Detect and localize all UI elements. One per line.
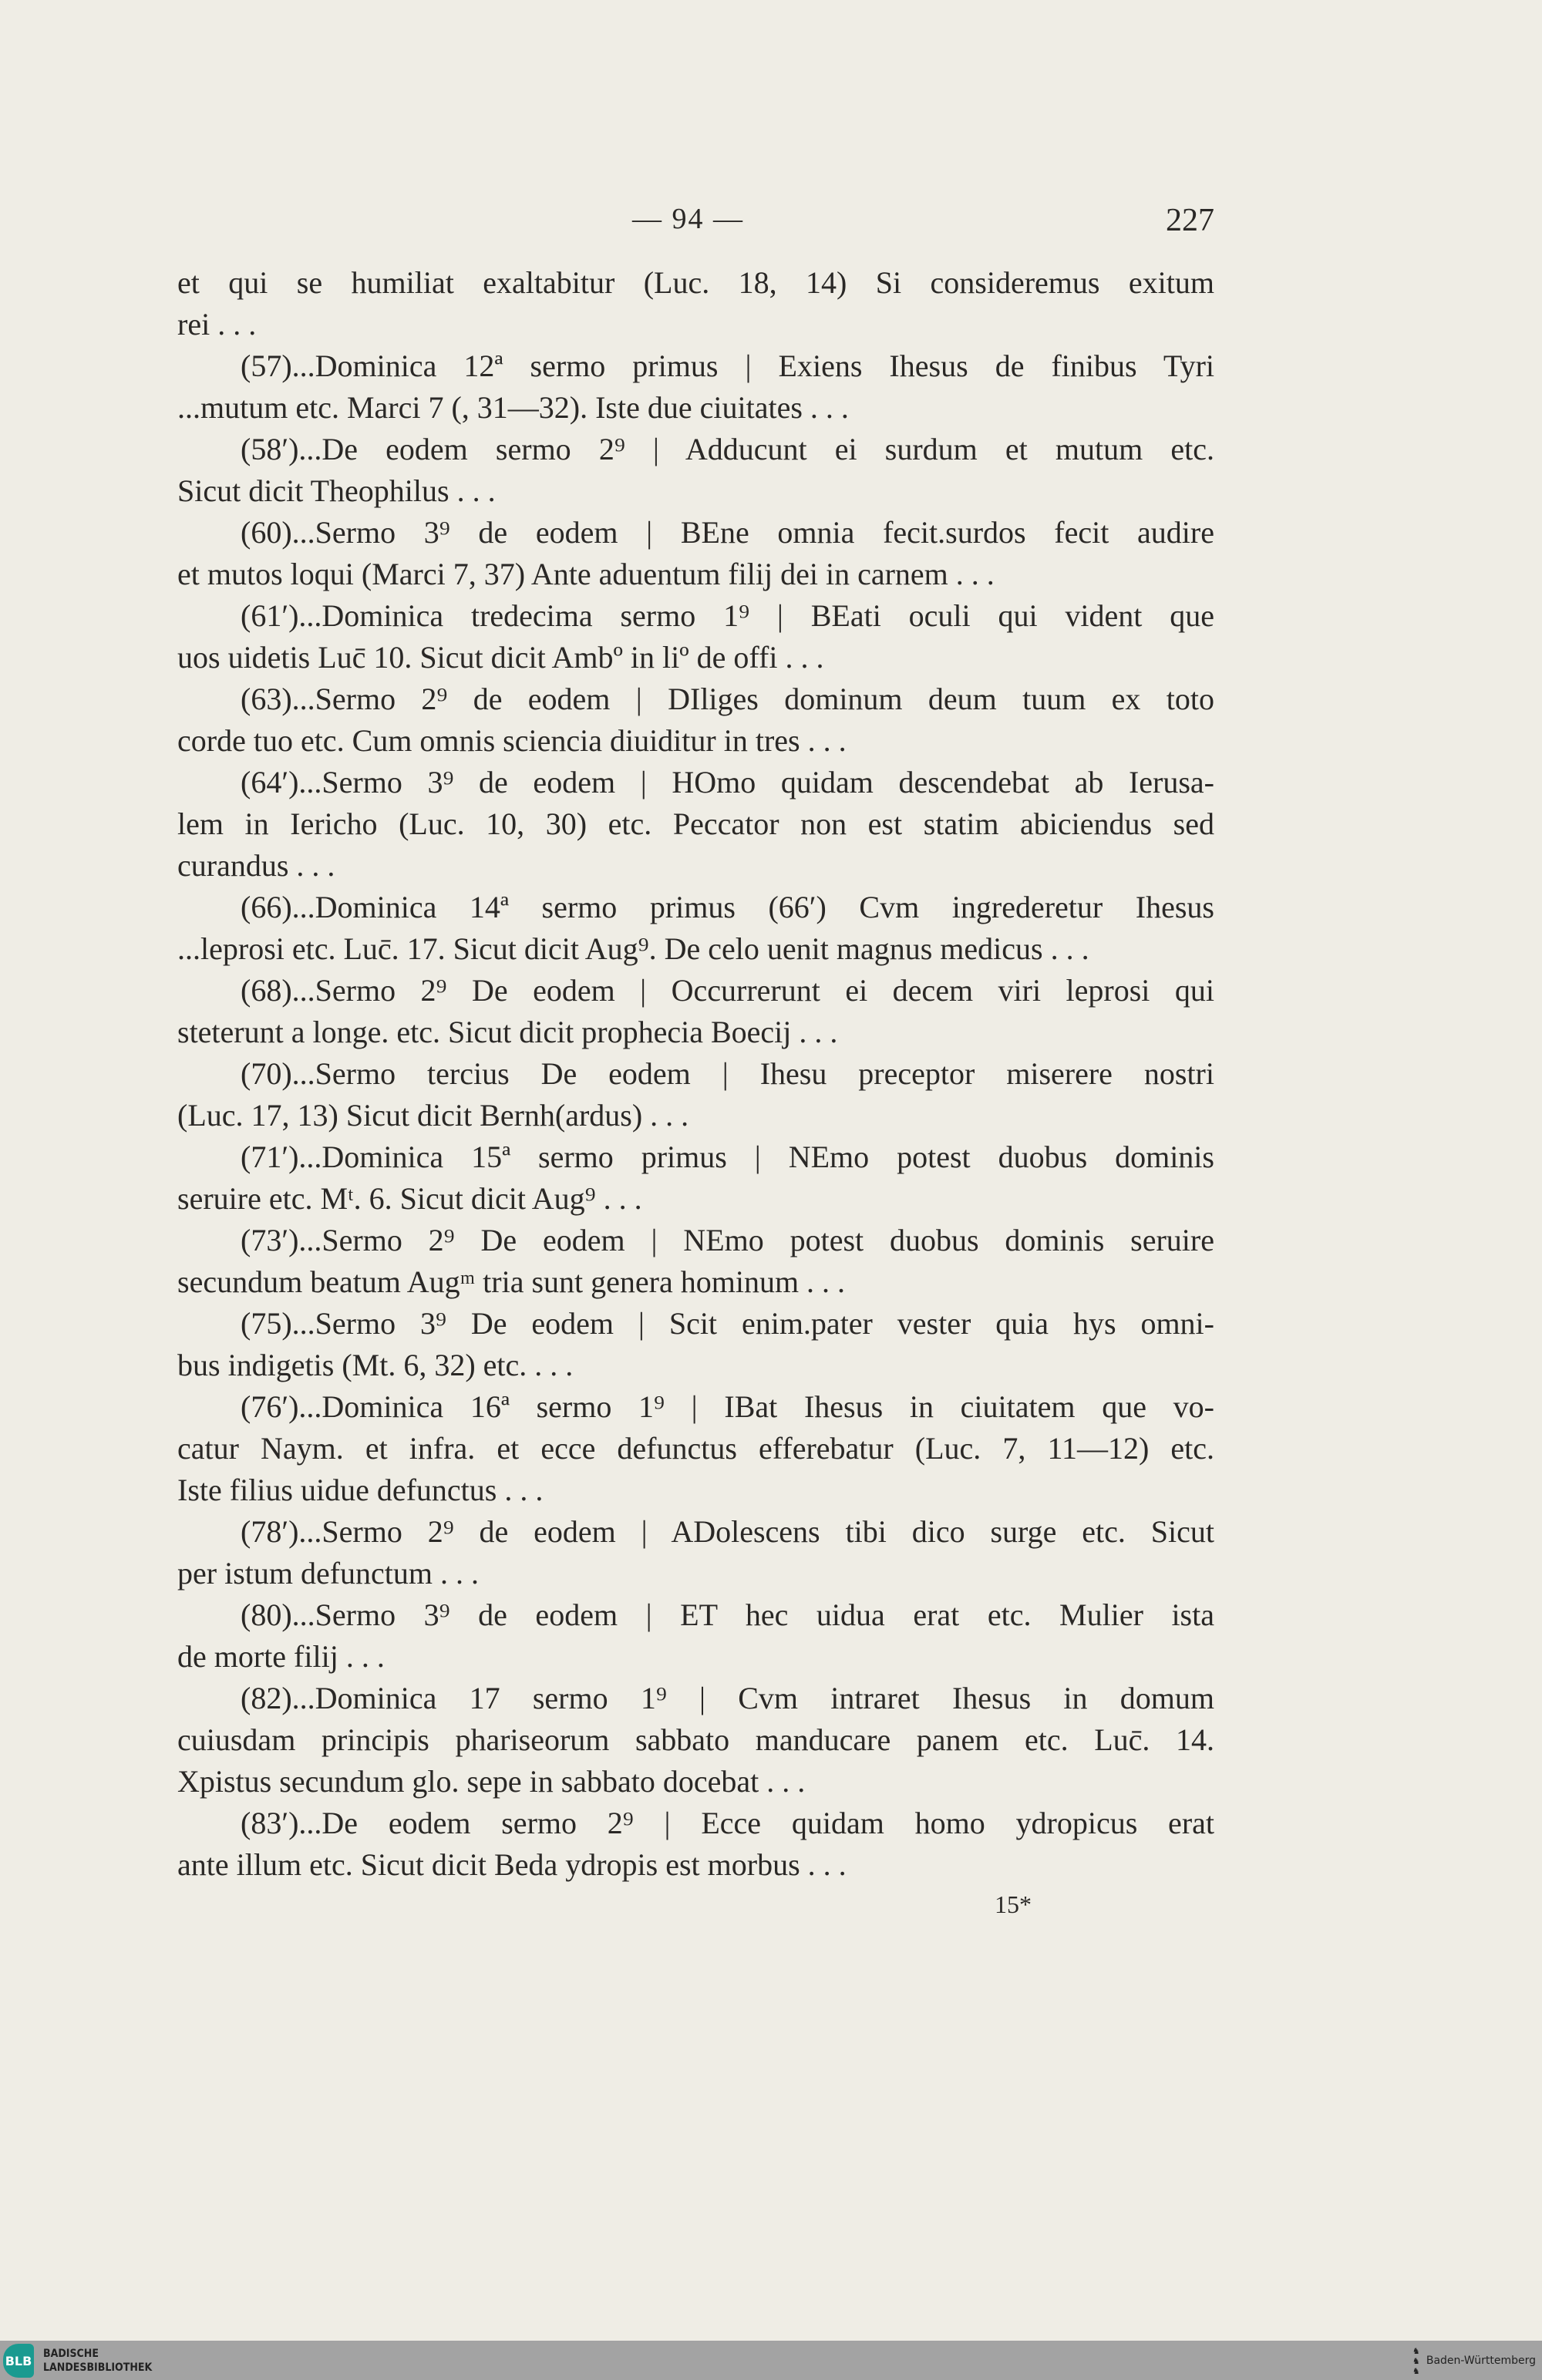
text-line: et qui se humiliat exaltabitur (Luc. 18, 14) Si consideremus exitum	[177, 265, 1214, 300]
paragraph	[177, 887, 1214, 970]
paragraph	[177, 1136, 1214, 1220]
text-line: (61′)...Dominica tredecima sermo 1⁹ | BEati oculi qui vident que	[241, 598, 1214, 633]
text-line: lem in Iericho (Luc. 10, 30) etc. Peccator non est statim abiciendus sed	[177, 806, 1214, 841]
paragraph	[177, 1678, 1214, 1803]
paragraph	[177, 262, 1214, 345]
text-line: uos uidetis Luc̄ 10. Sicut dicit Ambº in liº de offi . . .	[177, 640, 824, 675]
paragraph	[177, 1594, 1214, 1678]
text-line: (58′)...De eodem sermo 2⁹ | Adducunt ei surdum et mutum etc.	[241, 432, 1214, 466]
text-line: ante illum etc. Sicut dicit Beda ydropis est morbus . . .	[177, 1847, 847, 1882]
text-line: (68)...Sermo 2⁹ De eodem | Occurrerunt ei decem viri leprosi qui	[241, 973, 1214, 1008]
text-line: seruire etc. Mᵗ. 6. Sicut dicit Aug⁹ . . .	[177, 1181, 642, 1216]
paragraph	[177, 1386, 1214, 1511]
paragraph	[177, 1220, 1214, 1303]
paragraph	[177, 678, 1214, 762]
paragraph	[177, 1053, 1214, 1136]
paragraph	[177, 970, 1214, 1053]
text-line: de morte filij . . .	[177, 1639, 385, 1674]
text-line: (Luc. 17, 13) Sicut dicit Bernh(ardus) . . .	[177, 1098, 689, 1133]
text-line: ...mutum etc. Marci 7 (, 31—32). Iste due ciuitates . . .	[177, 390, 849, 425]
text-line: catur Naym. et infra. et ecce defunctus efferebatur (Luc. 7, 11—12) etc.	[177, 1431, 1214, 1466]
text-line: (76′)...Dominica 16ª sermo 1⁹ | IBat Ihesus in ciuitatem que vo-	[241, 1389, 1214, 1424]
text-line: (64′)...Sermo 3⁹ de eodem | HOmo quidam descendebat ab Ierusa-	[241, 765, 1214, 800]
text-line: (70)...Sermo tercius De eodem | Ihesu preceptor miserere nostri	[241, 1056, 1214, 1091]
paragraph	[177, 595, 1214, 678]
text-line: (57)...Dominica 12ª sermo primus | Exiens Ihesus de finibus Tyri	[241, 348, 1214, 383]
paragraph	[177, 345, 1214, 429]
inner-page-number: — 94 —	[632, 203, 744, 235]
text-line: (66)...Dominica 14ª sermo primus (66′) Cvm ingrederetur Ihesus	[241, 890, 1214, 924]
text-line: ...leprosi etc. Luc̄. 17. Sicut dicit Aug⁹. De celo uenit magnus medicus . . .	[177, 931, 1089, 966]
paragraph	[177, 1803, 1214, 1886]
text-line: secundum beatum Augᵐ tria sunt genera hominum . . .	[177, 1264, 846, 1299]
text-line: (83′)...De eodem sermo 2⁹ | Ecce quidam homo ydropicus erat	[241, 1806, 1214, 1840]
text-line: et mutos loqui (Marci 7, 37) Ante aduentum filij dei in carnem . . .	[177, 557, 995, 591]
text-line: Xpistus secundum glo. sepe in sabbato docebat . . .	[177, 1764, 806, 1799]
library-name-line2: LANDESBIBLIOTHEK	[43, 2361, 153, 2374]
text-line: (78′)...Sermo 2⁹ de eodem | ADolescens tibi dico surge etc. Sicut	[241, 1514, 1214, 1549]
text-line: Iste filius uidue defunctus . . .	[177, 1473, 544, 1507]
footer-bar	[0, 2341, 1542, 2380]
text-line: per istum defunctum . . .	[177, 1556, 480, 1591]
paragraph	[177, 762, 1214, 887]
text-line: (63)...Sermo 2⁹ de eodem | DIliges dominum deum tuum ex toto	[241, 682, 1214, 716]
text-line: (75)...Sermo 3⁹ De eodem | Scit enim.pater vester quia hys omni-	[241, 1306, 1214, 1341]
paragraph	[177, 1511, 1214, 1594]
text-line: rei . . .	[177, 307, 257, 342]
text-line: cuiusdam principis phariseorum sabbato manducare panem etc. Luc̄. 14.	[177, 1722, 1214, 1757]
page-number: 227	[1166, 203, 1214, 238]
text-line: curandus . . .	[177, 848, 335, 883]
library-name-line1: BADISCHE	[43, 2348, 99, 2360]
text-line: Sicut dicit Theophilus . . .	[177, 473, 496, 508]
state-logo	[1411, 2345, 1536, 2376]
blb-logo-icon: BLB	[3, 2344, 34, 2378]
paragraph	[177, 429, 1214, 512]
paragraph	[177, 1303, 1214, 1386]
text-line: bus indigetis (Mt. 6, 32) etc. . . .	[177, 1348, 574, 1382]
text-line: (73′)...Sermo 2⁹ De eodem | NEmo potest duobus dominis seruire	[241, 1223, 1214, 1257]
text-line: corde tuo etc. Cum omnis sciencia diuiditur in tres . . .	[177, 723, 847, 758]
lion-crest-icon: ♞ ♞ ♞	[1412, 2345, 1420, 2376]
text-line: (82)...Dominica 17 sermo 1⁹ | Cvm intraret Ihesus in domum	[241, 1681, 1214, 1715]
paragraph	[177, 512, 1214, 595]
page-header	[0, 202, 1542, 241]
document-body	[177, 262, 1214, 1886]
text-line: steterunt a longe. etc. Sicut dicit prophecia Boecij . . .	[177, 1015, 838, 1049]
text-line: (80)...Sermo 3⁹ de eodem | ET hec uidua erat etc. Mulier ista	[241, 1597, 1214, 1632]
state-label: Baden-Württemberg	[1426, 2355, 1536, 2367]
text-line: (60)...Sermo 3⁹ de eodem | BEne omnia fecit.surdos fecit audire	[241, 515, 1214, 550]
text-line: (71′)...Dominica 15ª sermo primus | NEmo potest duobus dominis	[241, 1140, 1214, 1174]
signature-mark: 15*	[995, 1890, 1032, 1918]
library-name	[43, 2347, 152, 2375]
